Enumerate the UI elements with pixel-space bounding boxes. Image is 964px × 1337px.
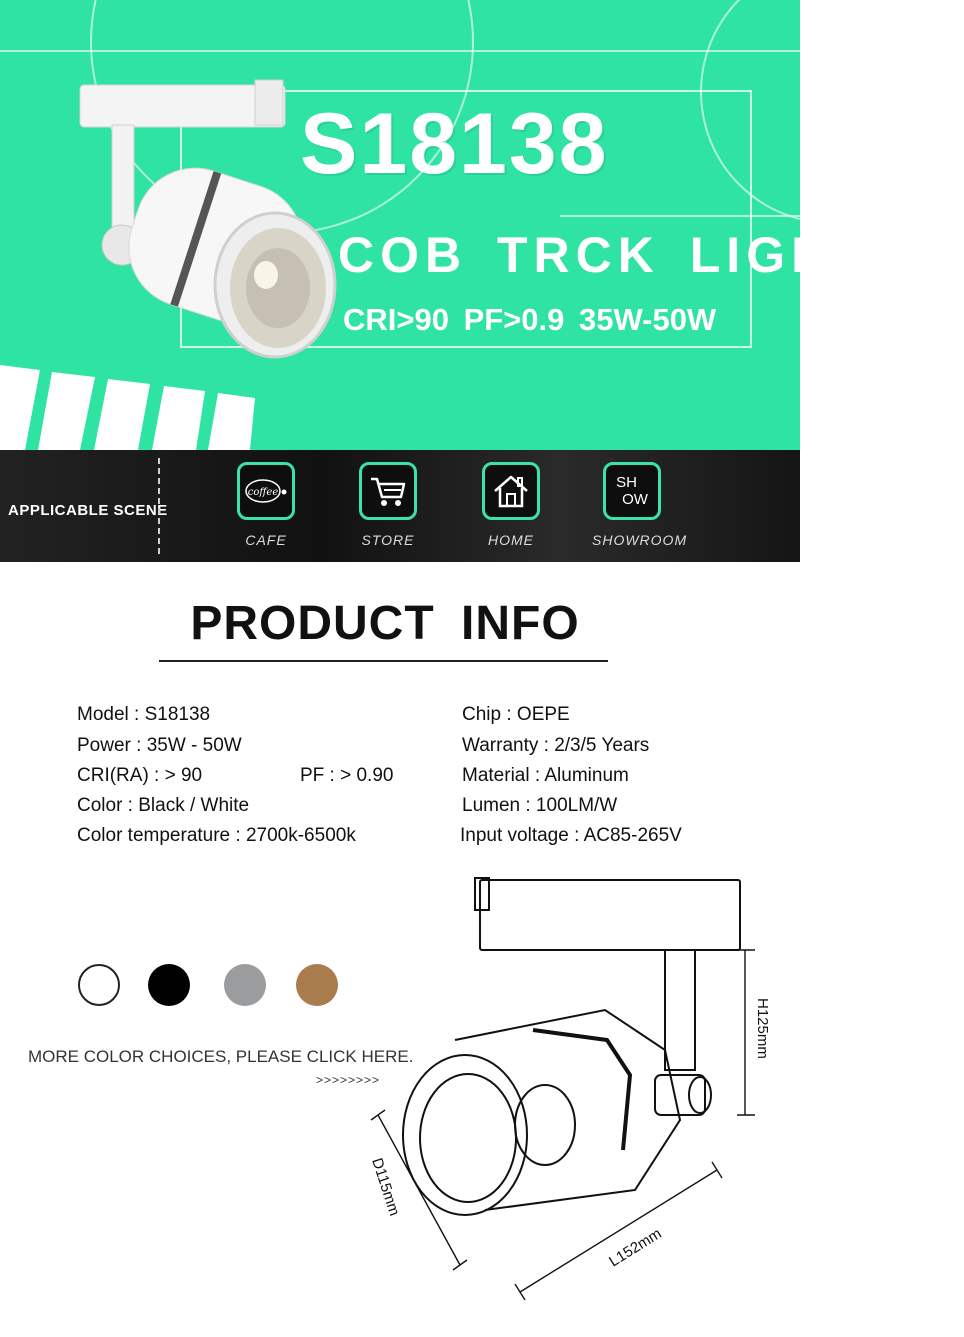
dimension-drawing [355,870,800,1310]
spec-color: Color : Black / White [77,795,250,816]
scene-item-store[interactable] [348,462,428,548]
applicable-scene-bar [0,450,800,562]
coffee-icon [237,462,295,520]
shopping-cart-icon [359,462,417,520]
dimension-height-label: H125mm [754,998,771,1059]
spec-warranty: Warranty : 2/3/5 Years [462,735,650,756]
spec-model: Model : S18138 [77,704,211,725]
spec-pf: PF : > 0.90 [300,765,394,786]
product-info-title: PRODUCT INFO [190,597,580,650]
more-colors-arrows[interactable]: >>>>>>>> [316,1073,381,1087]
spec-color-temperature: Color temperature : 2700k-6500k [77,825,356,846]
spec-cri: CRI(RA) : > 90 [77,765,203,786]
scene-caption: SHOWROOM [592,532,688,548]
spec-material: Material : Aluminum [462,765,629,786]
dimension-diameter-label: D115mm [368,1155,403,1219]
spec-input-voltage: Input voltage : AC85-265V [460,825,682,846]
color-swatch-silver[interactable] [224,964,266,1006]
title-underline [159,660,608,662]
scene-caption: HOME [488,532,534,548]
scene-caption: CAFE [245,532,287,548]
hero-banner [0,0,870,450]
spec-chip: Chip : OEPE [462,704,570,725]
decorative-line [0,50,800,52]
color-swatch-white[interactable] [78,964,120,1006]
hero-subtitle: COB TRCK LIGHT [338,227,870,283]
color-swatch-gold[interactable] [296,964,338,1006]
show-icon-text-line-1: SH [616,474,637,491]
color-swatch-black[interactable] [148,964,190,1006]
house-icon [482,462,540,520]
svg-text:coffee: coffee [247,487,279,498]
scene-item-cafe[interactable] [226,462,306,548]
hero-spec-line: CRI>90 PF>0.9 35W-50W [343,302,717,337]
scene-caption: STORE [361,532,415,548]
dashed-divider [158,458,160,554]
applicable-scene-label: APPLICABLE SCENE [8,502,168,519]
spec-power: Power : 35W - 50W [77,735,242,756]
dimension-length-label: L152mm [606,1225,665,1271]
show-text-icon [603,462,661,520]
scene-item-home[interactable] [471,462,551,548]
hero-model-title: S18138 [300,96,609,192]
scene-item-showroom[interactable] [592,462,688,548]
more-colors-link[interactable]: MORE COLOR CHOICES, PLEASE CLICK HERE. [28,1047,414,1066]
spec-lumen: Lumen : 100LM/W [462,795,618,816]
show-icon-text-line-2: OW [622,491,648,508]
